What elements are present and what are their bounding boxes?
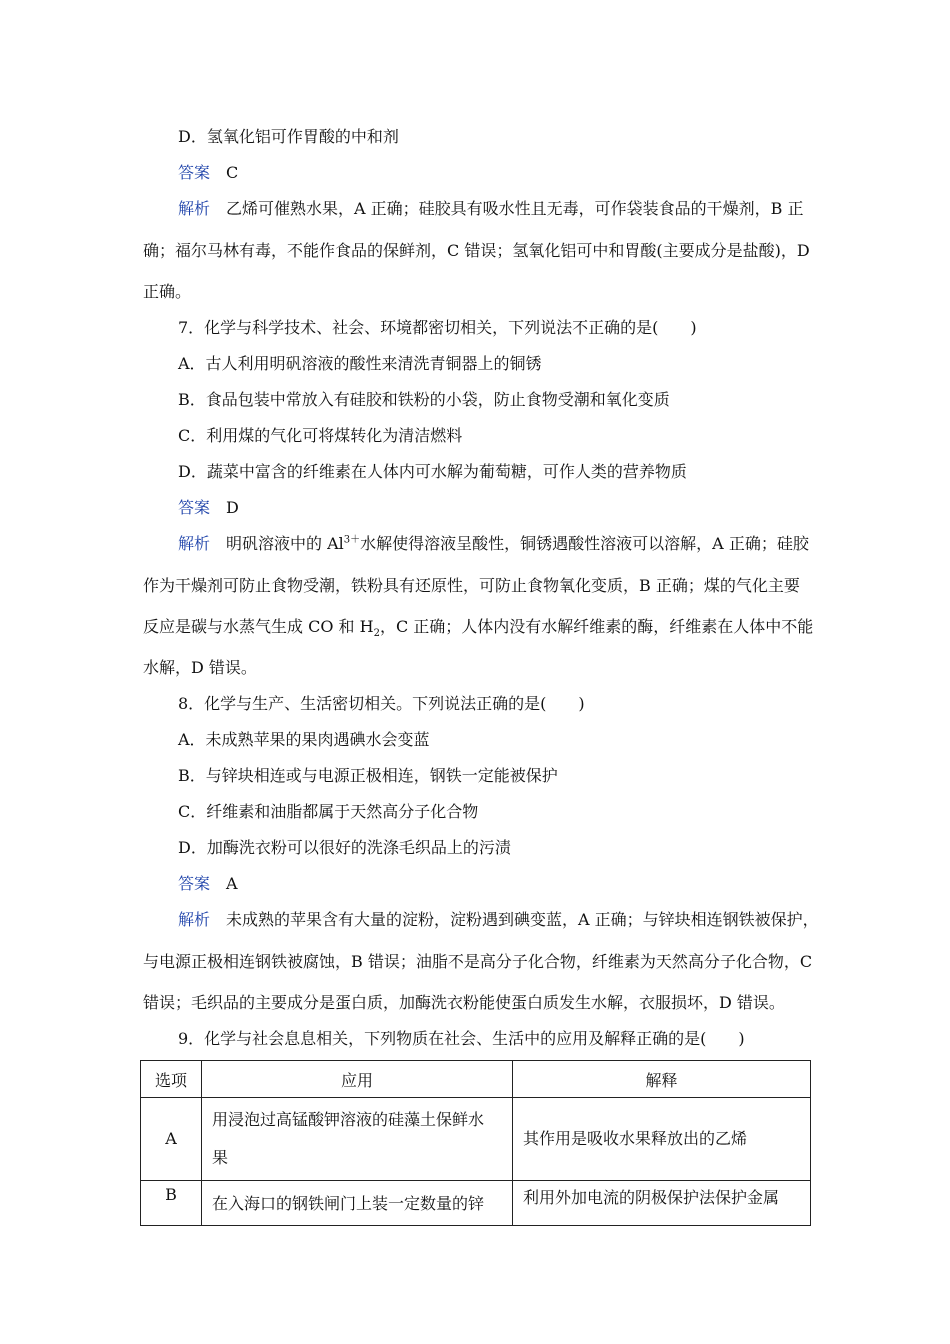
q8-analysis-line-1 <box>178 910 819 930</box>
analysis-label: 解析 <box>178 910 211 929</box>
analysis-label: 解析 <box>178 534 211 553</box>
row-a-application <box>202 1098 513 1181</box>
q7-option-b: B．食品包装中常放入有硅胶和铁粉的小袋，防止食物受潮和氧化变质 <box>178 390 670 409</box>
header-application: 应用 <box>202 1061 513 1098</box>
application-line: 果 <box>212 1148 229 1167</box>
row-a-option: A <box>141 1098 202 1181</box>
table-row <box>141 1098 811 1181</box>
q8-stem: 8．化学与生产、生活密切相关。下列说法正确的是( ) <box>178 694 585 713</box>
answer-label: 答案 <box>178 874 211 893</box>
q9-options-table <box>140 1060 811 1226</box>
answer-label: 答案 <box>178 498 211 517</box>
q7-analysis-line-2: 作为干燥剂可防止食物受潮，铁粉具有还原性，可防止食物氧化变质，B 正确；煤的气化主要 <box>143 576 800 595</box>
application-line: 用浸泡过高锰酸钾溶液的硅藻土保鲜水 <box>212 1110 485 1129</box>
q8-answer <box>178 874 238 894</box>
q8-analysis-line-3: 错误；毛织品的主要成分是蛋白质，加酶洗衣粉能使蛋白质发生水解，衣服损坏，D 错误。 <box>143 993 785 1012</box>
q7-answer <box>178 498 239 518</box>
row-b-option: B <box>141 1181 202 1226</box>
analysis-text: 未成熟的苹果含有大量的淀粉，淀粉遇到碘变蓝，A 正确；与锌块相连钢铁被保护， <box>226 910 819 929</box>
q6-option-d: D．氢氧化铝可作胃酸的中和剂 <box>178 127 399 146</box>
q8-option-a: A．未成熟苹果的果肉遇碘水会变蓝 <box>178 730 430 749</box>
analysis-label: 解析 <box>178 199 211 218</box>
superscript: 3＋ <box>343 534 361 546</box>
analysis-text: 乙烯可催熟水果，A 正确；硅胶具有吸水性且无毒，可作袋装食品的干燥剂，B 正 <box>226 199 804 218</box>
answer-value: C <box>226 163 239 182</box>
q7-stem: 7．化学与科学技术、社会、环境都密切相关，下列说法不正确的是( ) <box>178 318 697 337</box>
answer-label: 答案 <box>178 163 211 182</box>
q6-analysis-line-2: 确；福尔马林有毒，不能作食品的保鲜剂，C 错误；氢氧化铝可中和胃酸(主要成分是盐酸)，D <box>143 241 810 260</box>
answer-value: D <box>226 498 239 517</box>
table-header-row <box>141 1061 811 1098</box>
q7-option-d: D．蔬菜中富含的纤维素在人体内可水解为葡萄糖，可作人类的营养物质 <box>178 462 687 481</box>
analysis-text: ，C 正确；人体内没有水解纤维素的酶，纤维素在人体中不能 <box>379 617 814 636</box>
q7-analysis-line-4: 水解，D 错误。 <box>143 658 257 677</box>
q8-analysis-line-2: 与电源正极相连钢铁被腐蚀，B 错误；油脂不是高分子化合物，纤维素为天然高分子化合物，C <box>143 952 813 971</box>
analysis-text: 水解使得溶液呈酸性，铜锈遇酸性溶液可以溶解，A 正确；硅胶 <box>360 534 809 553</box>
header-explanation: 解释 <box>513 1061 811 1098</box>
row-b-explanation: 利用外加电流的阴极保护法保护金属 <box>513 1181 811 1226</box>
answer-value: A <box>226 874 238 893</box>
application-line: 在入海口的钢铁闸门上装一定数量的锌 <box>212 1194 485 1213</box>
q6-analysis-line-3: 正确。 <box>143 282 192 301</box>
table-row <box>141 1181 811 1226</box>
header-option: 选项 <box>141 1061 202 1098</box>
q7-option-c: C．利用煤的气化可将煤转化为清洁燃料 <box>178 426 463 445</box>
subscript: 2 <box>373 628 380 640</box>
q8-option-d: D．加酶洗衣粉可以很好的洗涤毛织品上的污渍 <box>178 838 511 857</box>
q7-option-a: A．古人利用明矾溶液的酸性来清洗青铜器上的铜锈 <box>178 354 542 373</box>
q8-option-c: C．纤维素和油脂都属于天然高分子化合物 <box>178 802 479 821</box>
q7-analysis-line-3 <box>143 617 814 640</box>
q6-analysis-line-1 <box>178 199 804 219</box>
q7-analysis-line-1 <box>178 534 809 554</box>
analysis-text: 反应是碳与水蒸气生成 CO 和 H <box>143 617 374 636</box>
row-b-application <box>202 1181 513 1226</box>
q8-option-b: B．与锌块相连或与电源正极相连，钢铁一定能被保护 <box>178 766 558 785</box>
q6-answer <box>178 163 238 183</box>
q9-stem: 9．化学与社会息息相关，下列物质在社会、生活中的应用及解释正确的是( ) <box>178 1029 745 1048</box>
row-a-explanation: 其作用是吸收水果释放出的乙烯 <box>513 1098 811 1181</box>
analysis-text: 明矾溶液中的 Al <box>226 534 344 553</box>
